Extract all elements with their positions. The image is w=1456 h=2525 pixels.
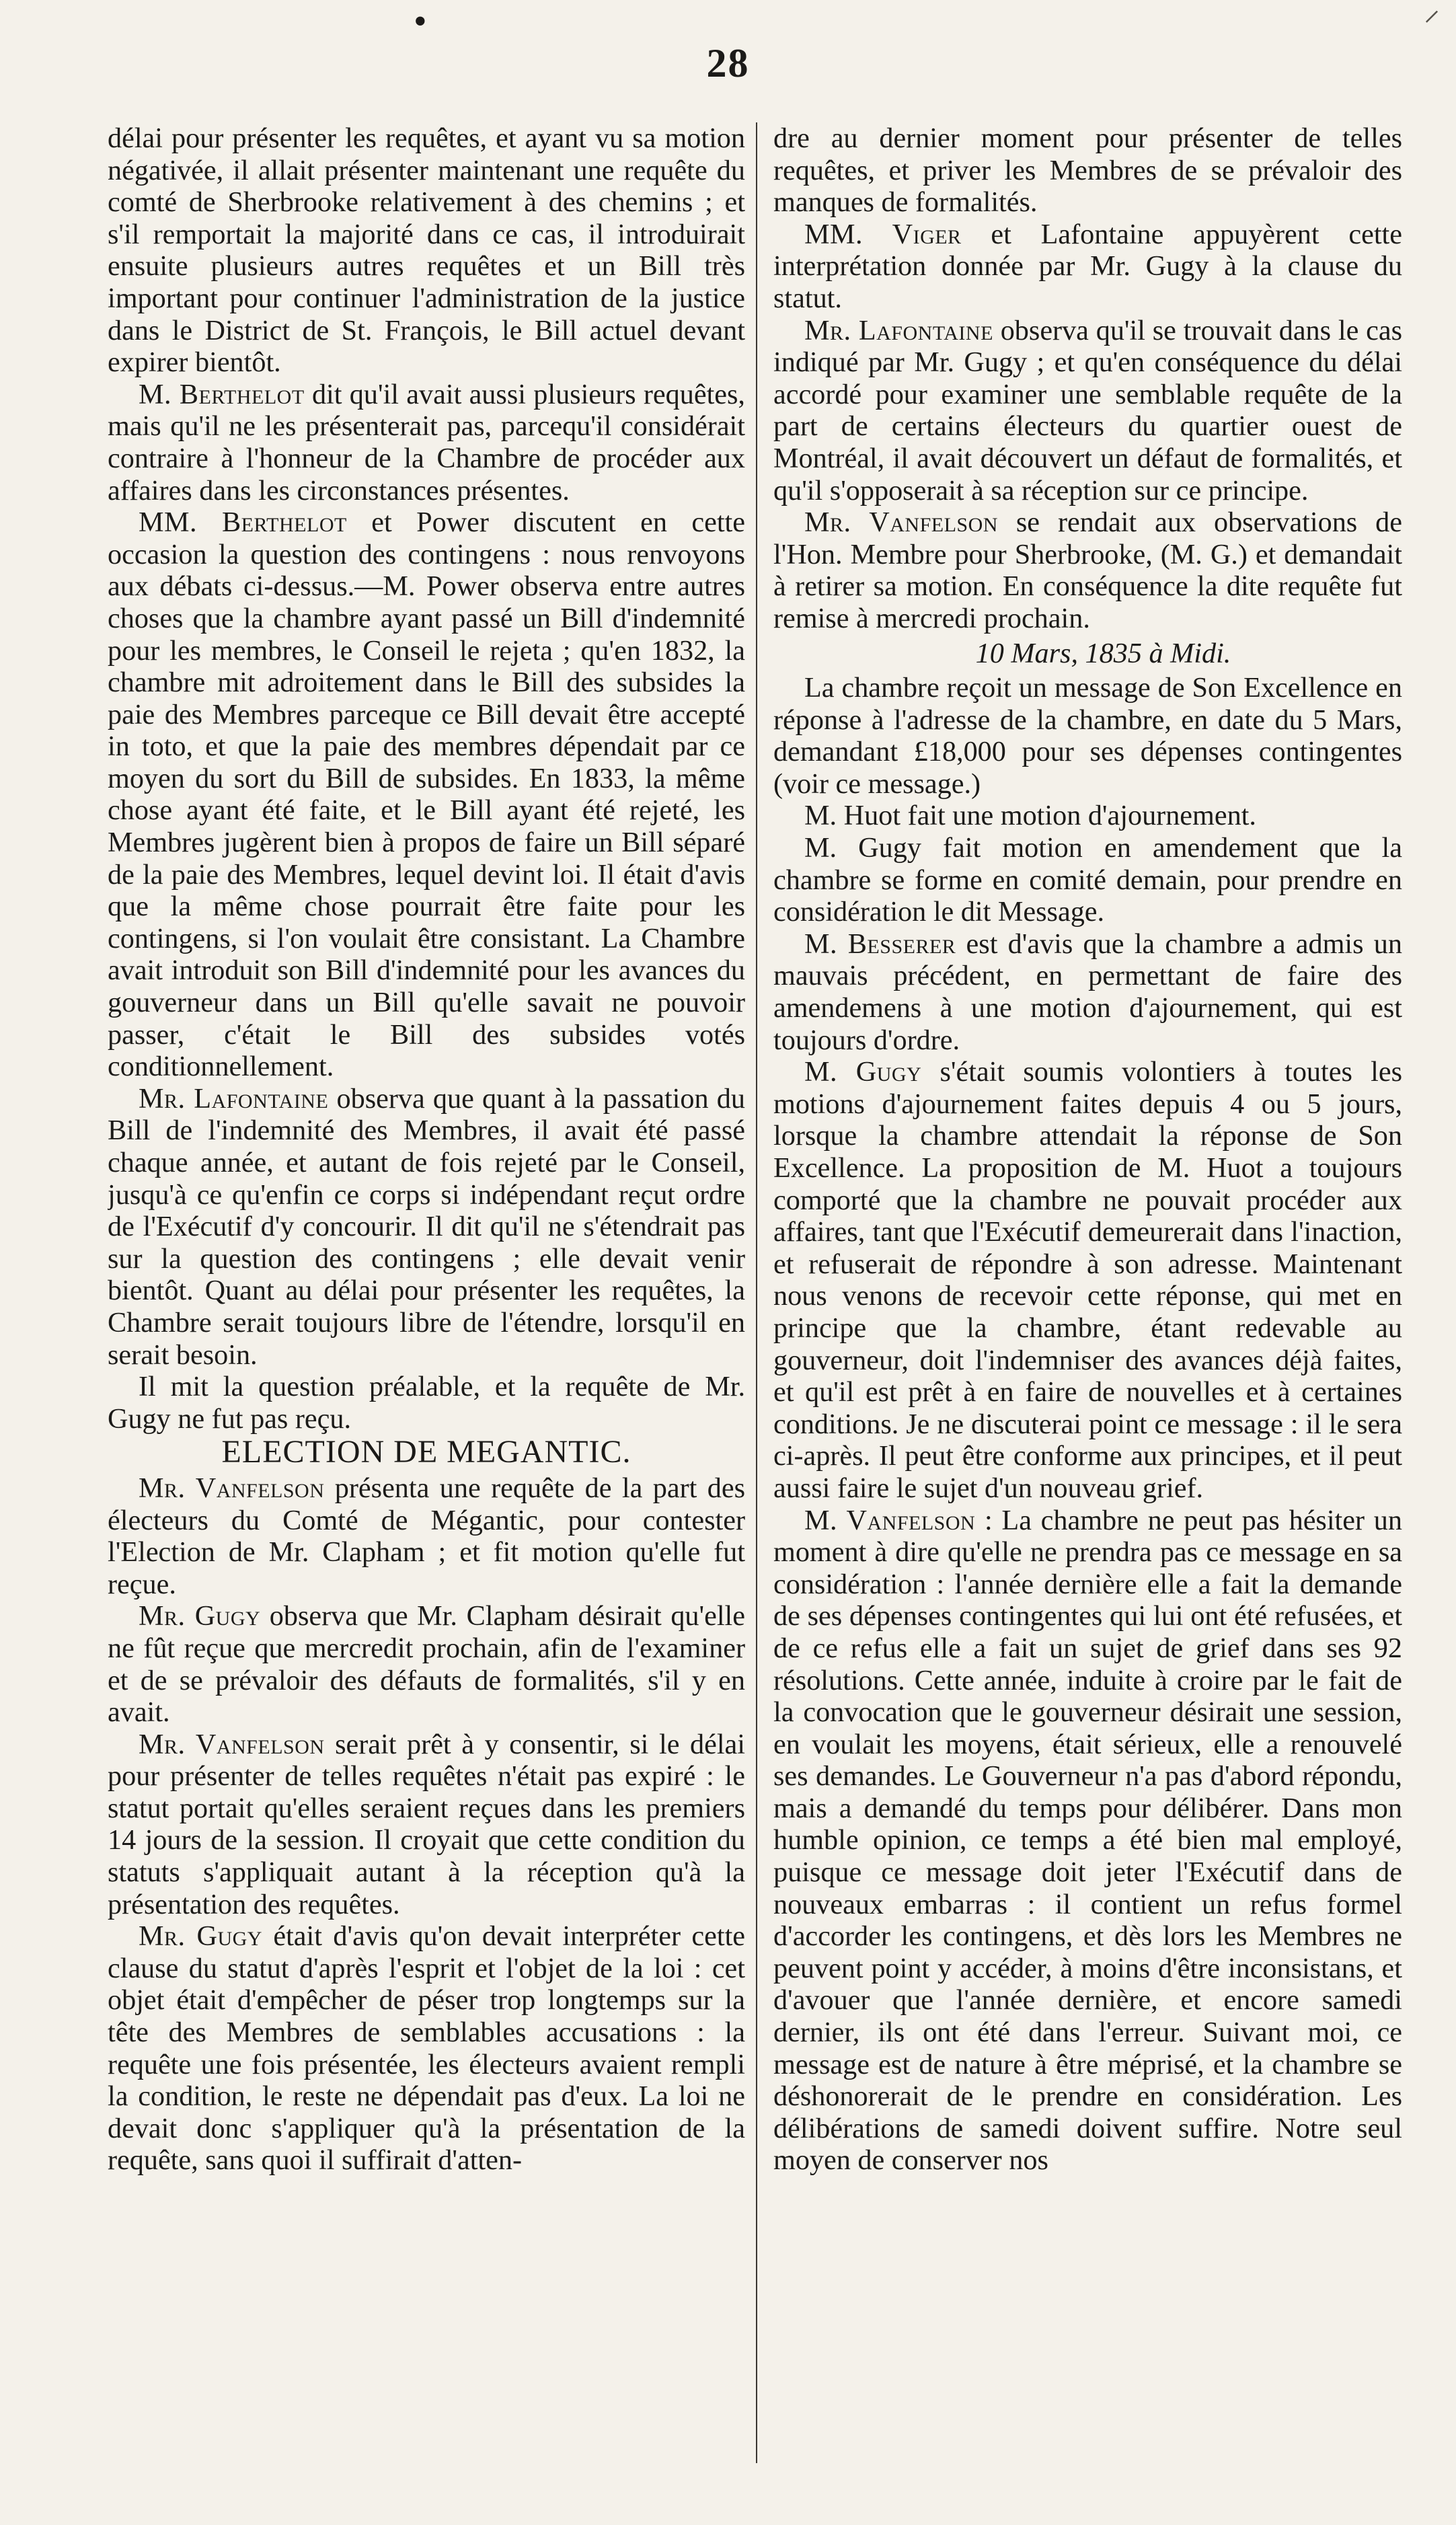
section-heading: ELECTION DE MEGANTIC. xyxy=(221,1434,631,1470)
speaker-name: M. Vanfelson xyxy=(804,1504,976,1536)
column-divider xyxy=(756,122,757,2463)
paragraph-text: serait prêt à y consentir, si le délai pour présenter de telles requêtes n'était pas expiré : le statut portait qu'elles seraient reçues dans les premiers 14 jours de la session. Il croyait que cette condition du statuts s'appliquait autant à la réception qu'à la présentation des requêtes. xyxy=(108,1728,745,1920)
paragraph-text: et Lafontaine appuyèrent cette interprétation donnée par Mr. Gugy à la clause du statut. xyxy=(773,218,1402,314)
left-column xyxy=(108,122,745,2463)
speaker-name: Mr. Gugy xyxy=(139,1920,262,1953)
corner-mark: ⸍ xyxy=(1423,5,1440,41)
paragraph-text: s'était soumis volontiers à toutes les motions d'ajournement faites depuis 4 ou 5 jours, lorsque la chambre attendait la réponse de Son Excellence. La proposition de M. Huot a toujours comporté que la chambre ne pouvait procéder aux affaires, tant que l'Exécutif demeurerait dans l'inaction, et refuserait de répondre à son adresse. Maintenant nous venons de recevoir cette réponse, qui met en principe que la chambre, étant redevable au gouverneur, doit l'indemniser des avances déjà faites, et qu'il est prêt à en faire de nouvelles et à certaines conditions. Je ne discuterai point ce message : il le sera ci-après. Il peut être conforme aux principes, et il peut aussi faire le sujet d'un nouveau grief. xyxy=(773,1056,1402,1504)
paragraph xyxy=(108,1600,745,1728)
paragraph xyxy=(108,1472,745,1600)
paragraph xyxy=(108,1920,745,2177)
paragraph-text: observa que quant à la passation du Bill de l'indemnité des Membres, il avait été passé chaque année, et autant de fois rejeté par le Conseil, jusqu'à ce qu'enfin ce corps si indépendant reçut ordre de l'Exécutif d'y concourir. Il dit qu'il ne s'étendrait pas sur la question des contingens ; elle devait venir bientôt. Quant au délai pour présenter les requêtes, la Chambre serait toujours libre de l'étendre, lorsqu'il en serait besoin. xyxy=(108,1082,745,1371)
paragraph-text: est d'avis que la chambre a admis un mauvais précédent, en permettant de faire des amendemens à une motion d'ajournement, qui est toujours d'ordre. xyxy=(773,928,1402,1056)
speaker-name: Mr. Vanfelson xyxy=(804,506,998,539)
paragraph: délai pour présenter les requêtes, et ayant vu sa motion négativée, il allait présenter maintenant une requête du comté de Sherbrooke relativement à des chemins ; et s'il remportait la majorité dans ce cas, il introduirait ensuite plusieurs autres requêtes et un Bill très important pour continuer l'administration de la justice dans le District de St. François, le Bill actuel devant expirer bientôt. xyxy=(108,122,745,379)
speaker-name: Mr. Lafontaine xyxy=(139,1082,329,1115)
paragraph-text: et Power discutent en cette occasion la question des contingens : nous renvoyons aux débats ci-dessus.—M. Power observa entre autres choses que la chambre ayant passé un Bill d'indemnité pour les membres, le Conseil le rejeta ; qu'en 1832, la chambre mit adroitement dans le Bill des subsides la paie des Membres parceque ce Bill devait être accepté in toto, et que la paie des membres dépendait par ce moyen du sort du Bill de subsides. En 1833, la même chose ayant été faite, et le Bill ayant été rejeté, les Membres jugèrent bien à propos de faire un Bill séparé de la paie des Membres, lequel devint loi. Il était d'avis que la même chose pourrait être faite pour les contingens, si l'on voulait être consistant. La Chambre avait introduit son Bill d'indemnité pour les avances du gouverneur dans un Bill qu'elle savait ne pouvoir passer, c'était le Bill des subsides votés conditionnellement. xyxy=(108,506,745,1083)
paragraph-text: se rendait aux observations de l'Hon. Membre pour Sherbrooke, (M. G.) et demandait à retirer sa motion. En conséquence la dite requête fut remise à mercredi prochain. xyxy=(773,506,1402,634)
paragraph xyxy=(108,379,745,506)
paragraph xyxy=(773,1056,1402,1504)
page-number: 28 xyxy=(706,41,750,85)
speaker-name: Mr. Vanfelson xyxy=(139,1472,325,1504)
paragraph-text: dit qu'il avait aussi plusieurs requêtes, mais qu'il ne les présenterait pas, parcequ'il considérait contraire à l'honneur de la Chambre de procéder aux affaires dans les circonstances présentes. xyxy=(108,378,745,506)
paragraph-text: observa que Mr. Clapham désirait qu'elle ne fût reçue que mercredit prochain, afin de l'examiner et de se prévaloir des défauts de formalités, s'il y en avait. xyxy=(108,1600,745,1729)
paragraph xyxy=(108,506,745,1083)
paragraph-text: observa qu'il se trouvait dans le cas indiqué par Mr. Gugy ; et qu'en conséquence du délai accordé pour examiner une semblable requête de la part de certains électeurs du quartier ouest de Montréal, il avait découvert un défaut de formalités, et qu'il s'opposerait à sa réception sur ce principe. xyxy=(773,314,1402,506)
paragraph xyxy=(773,219,1402,315)
speaker-name: M. Berthelot xyxy=(139,378,305,410)
speaker-name: Mr. Vanfelson xyxy=(139,1728,325,1760)
paragraph xyxy=(108,1083,745,1371)
paragraph: La chambre reçoit un message de Son Excellence en réponse à l'adresse de la chambre, en date du 5 Mars, demandant £18,000 pour ses dépenses contingentes (voir ce message.) xyxy=(773,672,1402,800)
speaker-name: MM. Berthelot xyxy=(139,506,347,539)
printer-ornament: • xyxy=(414,1,427,42)
paragraph: Il mit la question préalable, et la requête de Mr. Gugy ne fut pas reçu. xyxy=(108,1371,745,1435)
paragraph xyxy=(108,1729,745,1921)
paragraph xyxy=(773,1505,1402,2177)
paragraph-text: présenta une requête de la part des électeurs du Comté de Mégantic, pour contester l'Election de Mr. Clapham ; et fit motion qu'elle fut reçue. xyxy=(108,1472,745,1600)
speaker-name: Mr. Lafontaine xyxy=(804,314,993,346)
paragraph xyxy=(773,315,1402,507)
speaker-name: M. Gugy xyxy=(804,1056,922,1088)
right-column xyxy=(773,122,1402,2463)
speaker-name: Mr. Gugy xyxy=(139,1600,261,1632)
paragraph: dre au dernier moment pour présenter de telles requêtes, et priver les Membres de se prévaloir des manques de formalités. xyxy=(773,122,1402,219)
paragraph xyxy=(773,506,1402,634)
paragraph: M. Huot fait une motion d'ajournement. xyxy=(804,800,1256,832)
paragraph xyxy=(773,928,1402,1056)
speaker-name: M. Besserer xyxy=(804,928,956,960)
paragraph-text: était d'avis qu'on devait interpréter cette clause du statut d'après l'esprit et l'objet de la loi : cet objet était d'empêcher de péser trop longtemps sur la tête des Membres de semblables accusations : la requête une fois présentée, les électeurs avaient rempli la condition, le reste ne dépendait pas d'eux. La loi ne devait donc s'appliquer qu'à la présentation de la requête, sans quoi il suffirait d'atten- xyxy=(108,1920,745,2177)
dateline: 10 Mars, 1835 à Midi. xyxy=(975,637,1231,669)
paragraph-text: : La chambre ne peut pas hésiter un moment à dire qu'elle ne prendra pas ce message en sa considération : l'année dernière elle a fait la demande de ses dépenses contingentes qui lui ont été refusées, et de ce refus elle a fait un sujet de grief dans ses 92 résolutions. Cette année, induite à croire par le fait de la convocation que le gouverneur désirait une session, en voulait les moyens, était sérieux, elle a renouvelé ses demandes. Le Gouverneur n'a pas d'abord répondu, mais a demandé du temps pour délibérer. Dans mon humble opinion, ce temps a été bien mal employé, puisque ce message doit jeter l'Exécutif dans de nouveaux embarras : il contient un refus formel d'accorder les contingens, et dès lors les Membres ne peuvent point y accéder, à moins d'être inconsistans, et d'avouer que l'année dernière, et encore samedi dernier, ils ont été dans l'erreur. Suivant moi, ce message est de nature à être méprisé, et la chambre se déshonorerait de le prendre en considération. Les délibérations de samedi doivent suffire. Notre seul moyen de conserver nos xyxy=(773,1504,1402,2177)
paragraph: M. Gugy fait motion en amendement que la chambre se forme en comité demain, pour prendre en considération le dit Message. xyxy=(773,832,1402,928)
speaker-name: MM. Viger xyxy=(804,218,962,250)
